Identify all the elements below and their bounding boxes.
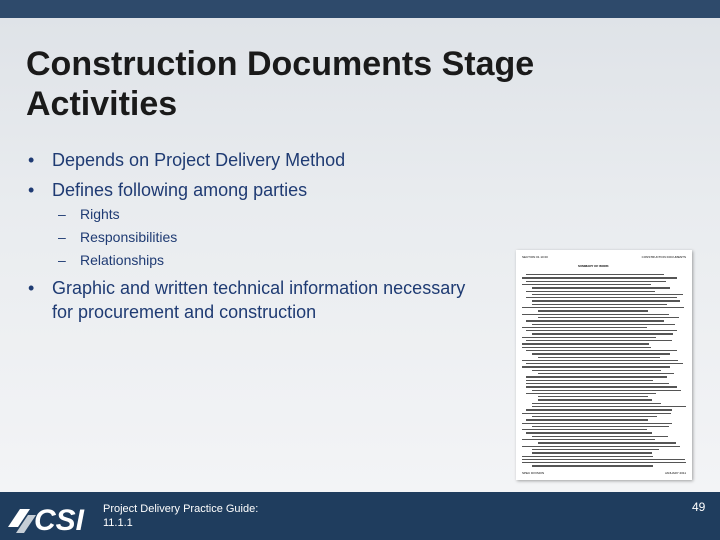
doc-heading: SUMMARY OF WORK	[578, 264, 609, 268]
bullet-technical-info: Graphic and written technical information necessary	[52, 278, 466, 298]
csi-logo-icon	[6, 497, 94, 537]
doc-text-line	[526, 386, 677, 387]
doc-text-line	[526, 432, 652, 433]
doc-text-line	[538, 373, 674, 374]
doc-text-line	[526, 409, 672, 410]
doc-text-line	[522, 307, 684, 308]
sub-bullet-marker: –	[58, 206, 66, 222]
doc-text-line	[532, 324, 675, 325]
doc-text-line	[526, 419, 648, 420]
doc-text-line	[532, 370, 661, 371]
doc-text-line	[532, 465, 653, 466]
doc-text-line	[526, 363, 683, 364]
document-page-image	[516, 250, 692, 480]
doc-text-line	[522, 360, 678, 361]
bullet-delivery-method: Depends on Project Delivery Method	[52, 150, 346, 170]
doc-text-line	[522, 343, 649, 344]
doc-text-line	[538, 357, 660, 358]
doc-text-line	[532, 304, 667, 305]
top-bar	[0, 0, 720, 18]
guide-title: Project Delivery Practice Guide:	[103, 503, 259, 515]
bullet-marker: •	[28, 278, 35, 298]
doc-text-line	[526, 350, 677, 351]
doc-footer-left: SPEC DIVISION	[522, 471, 545, 475]
doc-text-line	[522, 327, 647, 328]
guide-section: 11.1.1	[103, 517, 133, 529]
doc-text-line	[532, 449, 659, 450]
doc-text-line	[526, 383, 669, 384]
doc-text-line	[532, 416, 657, 417]
doc-text-line	[526, 281, 666, 282]
doc-footer-right: JANUARY 2011	[664, 471, 686, 475]
doc-text-line	[526, 376, 667, 377]
doc-text-line	[526, 340, 672, 341]
bullet-technical-info-cont: for procurement and construction	[52, 302, 317, 322]
doc-text-line	[532, 300, 680, 301]
sub-bullet-relationships: Relationships	[80, 252, 165, 268]
sub-bullet-marker: –	[58, 229, 66, 245]
doc-header-right: CONSTRUCTION DOCUMENTS	[641, 255, 686, 259]
doc-text-line	[532, 406, 686, 407]
slide-title: Construction Documents Stage Activities	[26, 45, 535, 123]
doc-text-line	[526, 320, 664, 321]
doc-text-line	[522, 462, 686, 463]
doc-text-line	[532, 333, 673, 334]
doc-text-line	[526, 274, 664, 275]
doc-text-line	[532, 353, 670, 354]
doc-text-line	[532, 436, 668, 437]
doc-text-line	[522, 277, 677, 278]
sub-bullet-rights: Rights	[80, 206, 120, 222]
doc-text-line	[522, 456, 653, 457]
sub-bullet-marker: –	[58, 252, 66, 268]
doc-text-line	[538, 396, 648, 397]
doc-text-line	[532, 452, 652, 453]
doc-text-line	[522, 423, 672, 424]
doc-header-left: SECTION 01 10 00	[522, 255, 548, 259]
doc-text-line	[522, 429, 647, 430]
page-number: 49	[692, 500, 706, 514]
logo-text: CSI	[34, 504, 85, 537]
doc-text-line	[526, 297, 677, 298]
doc-text-line	[522, 459, 685, 460]
doc-text-line	[532, 403, 661, 404]
doc-text-line	[522, 413, 671, 414]
doc-text-line	[526, 393, 656, 394]
bullet-defines-parties: Defines following among parties	[52, 180, 308, 200]
doc-text-line	[538, 310, 648, 311]
sub-bullet-responsibilities: Responsibilities	[80, 229, 178, 245]
bullet-marker: •	[28, 180, 35, 200]
bullet-marker: •	[28, 150, 35, 170]
doc-text-line	[532, 287, 670, 288]
doc-text-line	[522, 314, 669, 315]
doc-text-line	[538, 317, 679, 318]
doc-text-line	[522, 366, 670, 367]
doc-text-line	[522, 337, 656, 338]
doc-text-line	[526, 330, 677, 331]
guide-caption	[103, 502, 258, 530]
doc-text-line	[526, 380, 653, 381]
doc-text-line	[522, 446, 680, 447]
doc-text-line	[522, 284, 651, 285]
doc-text-line	[538, 399, 652, 400]
doc-text-line	[532, 426, 669, 427]
doc-text-line	[522, 347, 651, 348]
doc-text-line	[538, 442, 676, 443]
doc-text-line	[526, 291, 655, 292]
doc-text-line	[532, 294, 683, 295]
doc-text-line	[532, 390, 681, 391]
doc-text-line	[522, 439, 655, 440]
